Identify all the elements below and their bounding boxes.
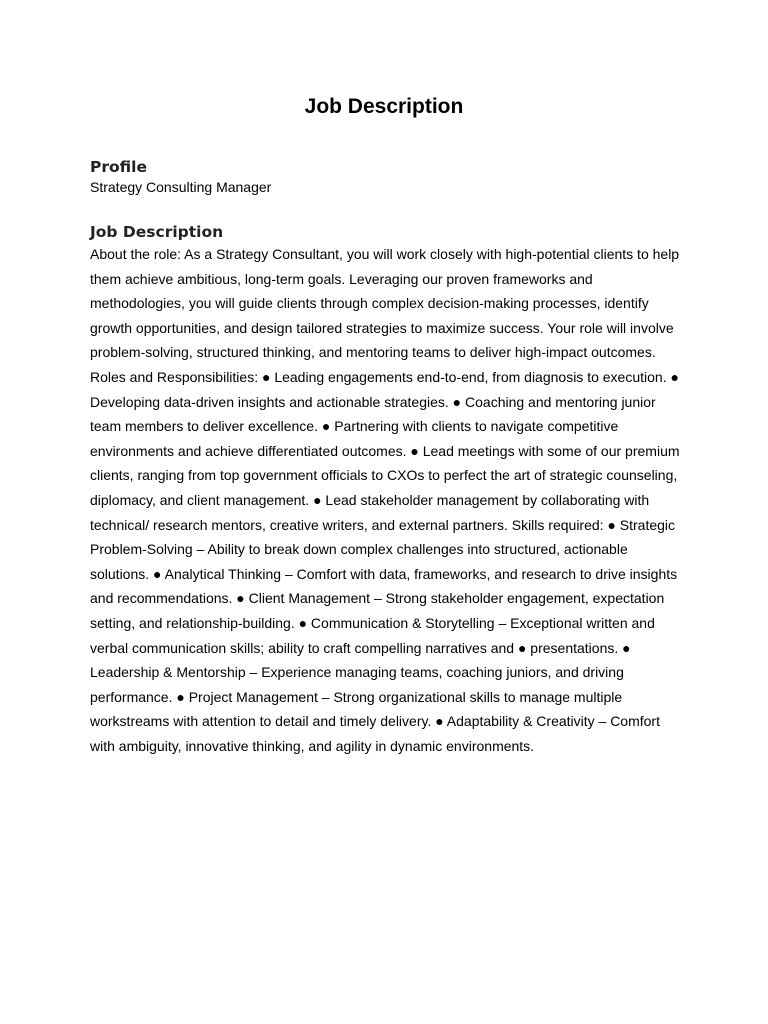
job-description-heading: Job Description xyxy=(90,223,224,241)
profile-section xyxy=(90,157,678,197)
profile-heading: Profile xyxy=(90,158,147,176)
job-description-body: About the role: As a Strategy Consultant, you will work closely with high-potential clients to help them achieve ambitious, long-term goals. Leveraging our proven frameworks and methodologies, you will guide clients through complex decision-making processes, identify growth opportunities, and design tailored strategies to maximize success. Your role will involve problem-solving, structured thinking, and mentoring teams to deliver high-impact outcomes. Roles and Responsibilities: ● Leading engagements end-to-end, from diagnosis to execution. ● Developing data-driven insights and actionable strategies. ● Coaching and mentoring junior team members to deliver excellence. ● Partnering with clients to navigate competitive environments and achieve differentiated outcomes. ● Lead meetings with some of our premium clients, ranging from top government officials to CXOs to perfect the art of strategic counseling, diplomacy, and client management. ● Lead stakeholder management by collaborating with technical/ research mentors, creative writers, and external partners. Skills required: ● Strategic Problem-Solving – Ability to break down complex challenges into structured, actionable solutions. ● Analytical Thinking – Comfort with data, frameworks, and research to drive insights and recommendations. ● Client Management – Strong stakeholder engagement, expectation setting, and relationship-building. ● Communication & Storytelling – Exceptional written and verbal communication skills; ability to craft compelling narratives and ● presentations. ● Leadership & Mentorship – Experience managing teams, coaching juniors, and driving performance. ● Project Management – Strong organizational skills to manage multiple workstreams with attention to detail and timely delivery. ● Adaptability & Creativity – Comfort with ambiguity, innovative thinking, and agility in dynamic environments. xyxy=(90,246,680,754)
profile-value: Strategy Consulting Manager xyxy=(90,179,272,195)
job-description-section xyxy=(90,222,680,758)
document-title: Job Description xyxy=(304,95,464,118)
